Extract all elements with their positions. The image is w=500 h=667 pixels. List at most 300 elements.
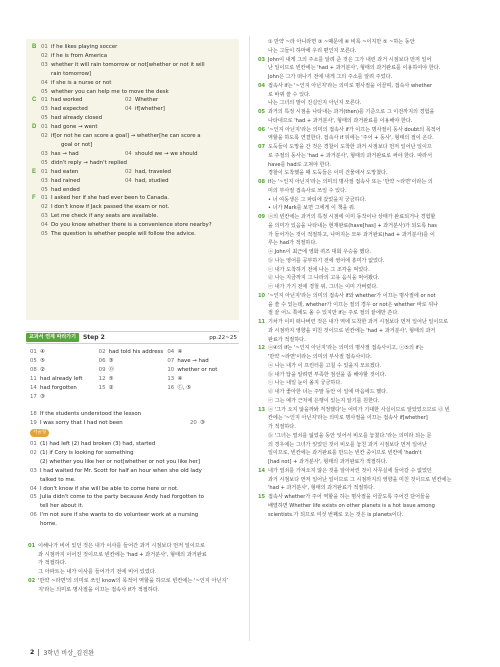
item-number: 12 xyxy=(258,345,266,352)
page-number: 2 xyxy=(30,649,35,656)
explanation-line xyxy=(258,257,480,266)
answer-text: had forgotten xyxy=(40,384,77,391)
answer-line xyxy=(32,114,235,123)
answer-line xyxy=(32,194,235,203)
item-number: 05 xyxy=(41,231,48,238)
step-tag: 교과서 연계 따라가기 xyxy=(26,333,79,342)
answer-text: had told his address xyxy=(108,349,164,355)
explanation-text: 나타내므로 'had + 과거분사', 형태의 과거완료를 이용해야 한다. xyxy=(268,117,413,124)
answer-line xyxy=(32,221,235,230)
explanation-line xyxy=(258,493,480,502)
answer-text: had expected xyxy=(51,106,88,113)
answer-text: I had waited for Mr. Scott for half an hour when she old lady xyxy=(40,467,202,474)
explanation-line xyxy=(258,353,480,362)
item-number: 01 xyxy=(30,441,37,447)
explanation-text: John은 그가 떠나기 전에 내게 그의 주소를 알려 주었다. xyxy=(268,74,393,80)
answer-text: had, traveled xyxy=(135,168,171,175)
explanation-text: ⓒ 나는 내일 눈이 올지 궁금하다. xyxy=(268,380,342,387)
answer-text: whether it will rain tomorrow or not[whether or not it will xyxy=(51,61,205,68)
explanation-line xyxy=(258,143,480,152)
answer-line xyxy=(30,449,238,458)
explanation-text: 도둑들이 도망을 간 것은 경찰이 도착한 과거 시점보다 먼저 일어난 일이므 xyxy=(268,144,432,150)
grid-answer xyxy=(99,393,168,402)
answer-text: if[or not he can score a goal] → whether[he can score a xyxy=(51,133,201,140)
item-number: 02 xyxy=(30,449,37,456)
answer-text: Let me check if any seats are available. xyxy=(51,213,159,220)
item-number: 04 xyxy=(258,82,266,89)
answer-line xyxy=(30,458,238,467)
explanation-text: 절 끝 어느 쪽에도 올 수 있지만 if는 주로 절의 끝에만 쓴다. xyxy=(268,310,399,317)
explanation-line xyxy=(258,423,480,432)
explanation-text: 이해나가 비어 있던 것은 내가 이사를 들어간 과거 시점보다 먼저 일이므로 xyxy=(38,543,205,549)
explanation-text: if는 '~인지 아닌지'라는 의미의 명사절 접속사 또는 '만약 ~라면'이라는 의 xyxy=(268,179,433,185)
section-letter: E xyxy=(32,168,37,175)
explanation-text: 역할을 하도록 연결한다. 접속사 if 뒤에는 '주어 + 동사', 형태의 절이 온다. xyxy=(268,135,434,142)
item-number: 05 xyxy=(41,115,48,122)
answer-text: I'm not sure if she wants to do volunteer work at a nursing xyxy=(40,512,199,519)
answer-text: ② xyxy=(108,384,114,391)
item-number xyxy=(167,393,177,402)
explanation-text: have를 had로 고쳐야 한다. xyxy=(268,161,332,168)
item-number: 14 xyxy=(258,467,266,474)
explanation-line xyxy=(258,213,480,222)
answer-text: have → had xyxy=(177,357,209,364)
explanation-line xyxy=(258,117,480,126)
section-letter xyxy=(32,132,41,141)
explanation-line xyxy=(258,187,480,196)
answer-text: home. xyxy=(40,521,57,528)
explanation-line xyxy=(258,371,480,380)
answer-line xyxy=(30,410,238,419)
grid-answer xyxy=(167,348,236,357)
section-letter xyxy=(32,212,41,221)
explanation-line xyxy=(258,362,480,371)
item-number: 11 xyxy=(30,375,37,382)
explanation-line xyxy=(258,178,480,187)
explanation-text: 경찰이 도착했을 때 도둑들은 이미 건물에서 도망쳤다. xyxy=(268,170,388,177)
explanation-line xyxy=(258,73,480,82)
answer-line xyxy=(32,150,235,159)
answer-text: whether you can help me to move the desk xyxy=(51,88,169,95)
explanation-line xyxy=(28,559,240,568)
explanation-line xyxy=(258,414,480,423)
item-number: 01 xyxy=(41,97,48,104)
explanation-line xyxy=(258,196,480,205)
explanation-text: 루는 had가 적절하다. xyxy=(268,240,317,247)
book-title: 3학년 비상_김진완 xyxy=(43,650,95,657)
explanation-line xyxy=(258,204,480,213)
item-number: 05 xyxy=(30,494,37,501)
explanation-text: ⓑ 내가 답을 알려면 부족한 점선을 좀 해야할 것이다. xyxy=(268,371,387,378)
explanation-line xyxy=(28,577,240,586)
explanation-right xyxy=(258,38,480,519)
answer-line xyxy=(32,186,235,195)
item-number: 01 xyxy=(28,543,36,549)
explanation-text: 난 일이므로 빈칸에는 'had + 과거분사', 형태의 과거완료를 이용하여야 한다. xyxy=(268,65,441,72)
section-letter xyxy=(32,52,41,61)
answer-text: if she is a nurse or not xyxy=(51,79,112,86)
answer-text: had rained xyxy=(51,177,81,184)
answer-line xyxy=(30,511,238,520)
explanation-line xyxy=(258,152,480,161)
explanation-line xyxy=(258,231,480,240)
item-number: 16 xyxy=(167,384,175,391)
grid-answer xyxy=(30,366,99,375)
answer-text: ⑤ xyxy=(108,375,114,382)
explanation-line xyxy=(258,82,480,91)
explanation-line xyxy=(258,406,480,415)
answer-line xyxy=(32,70,235,79)
item-number: 04 xyxy=(125,177,132,184)
answer-text: The question is whether people will follow the advice. xyxy=(51,231,196,238)
section-letter: B xyxy=(32,44,37,50)
grid-answer xyxy=(30,375,99,384)
explanation-line xyxy=(258,397,480,406)
item-number: 13 xyxy=(258,406,266,413)
explanation-line xyxy=(28,542,240,551)
answer-text: should we → we should xyxy=(135,150,198,157)
section-letter xyxy=(32,88,41,97)
section-letter xyxy=(32,177,41,186)
explanation-line xyxy=(258,484,480,493)
explanation-text: 을 쓸 수 있는데, whether가 이끄는 절의 경우 or not은 whether 바로 뒤나 xyxy=(268,301,439,308)
item-number: 03 xyxy=(41,150,48,157)
item-number: 15 xyxy=(98,384,106,391)
explanation-text: ⓑ '그녀는 열쇠를 잃었을 동안 잊어서 비오를 놓쳤다.'라는 의미라 되는 문 xyxy=(268,432,432,439)
answer-text: if[whether] xyxy=(135,106,165,113)
answer-text: didn't reply → hadn't replied xyxy=(51,159,127,166)
item-number xyxy=(99,393,109,402)
answer-text: (2) whether you like her or not[whether or not you like her] xyxy=(40,458,200,465)
answer-line xyxy=(32,141,235,150)
explanation-text: 을 의미가 있음을 나타내는 현재완료(have[has] + 과거분사)가 되도록 has xyxy=(268,222,437,229)
answer-text: ③ xyxy=(40,393,45,400)
grid-answer xyxy=(99,375,168,384)
item-number: 03 xyxy=(30,467,37,474)
explanation-line xyxy=(258,511,480,520)
explanation-line xyxy=(258,248,480,257)
section-letter: D xyxy=(32,124,37,131)
explanation-text: '~인지 아닌지'라는 의미의 접속사 if와 whether가 이끄는 명사절에 or not xyxy=(268,292,436,299)
answer-text: had already closed xyxy=(51,115,103,122)
item-number: 02 xyxy=(41,52,48,59)
section-letter: C xyxy=(32,97,37,104)
answer-line xyxy=(32,123,235,132)
explanation-line xyxy=(258,292,480,301)
answer-text: goal or not] xyxy=(61,141,93,148)
item-number: 11 xyxy=(258,319,266,325)
grid-answer xyxy=(99,348,168,357)
answer-text: had gone → went xyxy=(51,124,98,131)
answer-text: had, studied xyxy=(135,177,169,184)
explanation-line xyxy=(258,47,480,56)
explanation-text: 'had + 과거분사', 형태의 과거완료가 적절하다. xyxy=(268,485,375,492)
explanation-text: '만약 ~라면'이라는 의미의 부사절 접속사이다. xyxy=(268,354,372,360)
full-answer-lines xyxy=(30,410,238,428)
item-number: 17 xyxy=(30,393,37,400)
answer-line xyxy=(32,177,235,186)
item-number: 03 xyxy=(41,61,48,68)
item-number: 05 xyxy=(41,186,48,193)
explanation-text: 그 아파트는 내가 이사를 들어가기 전에 비어 있었다. xyxy=(38,569,157,576)
explanation-line xyxy=(258,449,480,458)
explanation-line xyxy=(258,239,480,248)
explanation-line xyxy=(258,161,480,170)
item-number: 05 xyxy=(258,109,266,115)
answer-text: had ended xyxy=(51,186,80,193)
explanation-line xyxy=(258,301,480,310)
explanation-line xyxy=(258,91,480,100)
answer-text: has → had xyxy=(51,150,79,157)
section-letter xyxy=(32,79,41,88)
answer-text: tell her about it. xyxy=(40,503,84,510)
item-number: 14 xyxy=(30,384,37,391)
explanation-line xyxy=(258,441,480,450)
explanation-text: ⓔ 그는 예가 근처에 은행이 있는지 알기를 원한다. xyxy=(268,397,380,404)
item-number: 04 xyxy=(41,79,48,86)
answer-text: whether or not xyxy=(177,366,218,373)
section-letter xyxy=(32,159,41,168)
answer-text: Whether xyxy=(135,97,159,104)
item-number: 13 xyxy=(167,375,175,382)
explanation-text: ⓓ 나는 지금까지 그 나라의 고유 음식을 먹어봤다. xyxy=(268,275,380,282)
grid-answer xyxy=(30,357,99,366)
explanation-text: ⓐ④의 if는 '~인지 아닌지'라는 의미의 명사절 접속사이고, ⓒ⑤의 if는 xyxy=(268,345,424,352)
answer-line xyxy=(30,485,238,494)
explanation-text: • 너가 Mark를 보면 그에게 이 책을 줘. xyxy=(268,205,356,212)
explanation-text: 가 들어가는 것이 적절하고, 나머지는 모두 과거완료(had + 과거분사)를 이 xyxy=(268,231,435,238)
answer-text: ② xyxy=(40,366,45,373)
explanation-line xyxy=(258,266,480,275)
explanation-text: 로 주절의 동사는 'had + 과거분사', 형태의 과거완료로 써야 한다. 따라서 xyxy=(268,152,433,159)
answer-line xyxy=(32,79,235,88)
item-number: 05 xyxy=(30,357,37,364)
answer-line xyxy=(30,520,238,529)
explanation-text: '만약 ~라면'의 의미로 쓰인 know의 목적어 역할을 하므로 빈칸에는 '~인지 아닌지' xyxy=(38,577,228,584)
answer-line xyxy=(32,43,235,52)
answer-line xyxy=(30,440,238,449)
item-number: 03 xyxy=(41,106,48,113)
explanation-text: 과 시점까지 이어진 것이므로 빈칸에는 'had + 과거분사', 형태의 과거완료 xyxy=(38,551,207,558)
explanation-text: '~인지 아닌지'라는 의미의 접속사 if가 이끄는 명사절이 동사 doubt의 목적어 xyxy=(268,126,441,133)
item-number: 05 xyxy=(41,159,48,166)
explanation-text: ⓑ 나는 영어를 공부하기 전에 영어에 흥미가 없었다. xyxy=(268,257,385,264)
explanation-line xyxy=(258,108,480,117)
answer-text: had worked xyxy=(51,97,83,104)
explanation-line xyxy=(258,502,480,511)
section-letter xyxy=(32,61,41,70)
explanation-text: 배열하면 Whether life exists on other planets is a hot issue among xyxy=(268,502,435,509)
item-number: 09 xyxy=(98,366,106,373)
section-letter xyxy=(32,114,41,123)
grid-answer xyxy=(30,393,99,402)
explanation-text: 내가 열쇠를 가져오지 않은 것을 알아차린 것이 사무실에 들어갈 수 없었던 xyxy=(268,467,432,474)
grid-answer xyxy=(99,357,168,366)
item-number: 02 xyxy=(125,168,132,175)
answer-text: if he likes playing soccer xyxy=(51,44,118,50)
item-number: 06 xyxy=(258,126,266,133)
grid-answer xyxy=(167,357,236,366)
answer-line xyxy=(32,52,235,61)
explanation-text: 의 경우에는 그녀가 잊었던 것이 비오를 놓친 과거 시점보다 먼저 일어난 xyxy=(268,441,427,448)
explanation-text: scientists.가 되므로 여섯 번째로 오는 것은 is planets이다. xyxy=(268,511,404,518)
item-number: 02 xyxy=(98,349,106,355)
answer-line xyxy=(32,168,235,177)
section-letter xyxy=(32,221,41,230)
item-number: 04 xyxy=(125,150,132,157)
explanation-line xyxy=(258,318,480,327)
subjective-answers xyxy=(30,440,238,529)
explanation-text: 지'라는 의미로 명사절을 이끄는 접속사 if가 적절하다. xyxy=(38,586,160,593)
answer-text: had eaten xyxy=(51,168,79,175)
answer-line xyxy=(32,132,235,141)
explanation-text: • 너 여동생은 그 파티에 갔었을지 궁금하다. xyxy=(268,196,366,203)
item-number: 02 xyxy=(125,97,132,104)
item-number: 01 xyxy=(41,195,48,202)
item-number: 01 xyxy=(41,44,48,50)
explanation-line xyxy=(258,309,480,318)
explanation-line xyxy=(258,379,480,388)
answer-line xyxy=(32,61,235,70)
explanation-text: ① 만약 ~라 아니라면 ③ ~때문에 ④ 비록 ~이지만 ⑤ ~하는 동안 xyxy=(268,39,415,45)
section-letter xyxy=(32,105,41,114)
item-number: 10 xyxy=(167,366,175,373)
explanation-line xyxy=(258,327,480,336)
answer-line xyxy=(32,230,235,239)
footer-separator xyxy=(38,649,39,656)
answer-text: (1) had left (2) had broken (3) had, started xyxy=(40,441,156,447)
explanation-line xyxy=(28,568,240,577)
answer-text: If the students understood the lesson xyxy=(40,411,142,417)
step-label: Step 2 xyxy=(82,334,105,341)
item-number: 07 xyxy=(258,144,266,150)
explanation-text: 과 시점까지 영향을 미친 것이므로 빈칸에는 'had + 과거분사', 형태의 과거 xyxy=(268,327,436,334)
item-number: 20 xyxy=(190,419,197,426)
explanation-line xyxy=(28,586,240,595)
answer-text: I don't know if she will be able to come here or not. xyxy=(40,485,179,492)
footer xyxy=(30,648,94,657)
explanation-line xyxy=(258,56,480,65)
explanation-text: ⓒ 내가 도착하기 전에 나는 그 조각을 먹었다. xyxy=(268,266,370,273)
answer-text: rain tomorrow] xyxy=(51,70,92,77)
item-number: 01 xyxy=(30,349,37,355)
item-number: 03 xyxy=(258,56,266,63)
explanation-text: 칸에는 '~인지 아닌지'라는 의미로 명사절을 이끄는 접속사 if[whether] xyxy=(268,415,428,422)
answer-text: Julia didn't come to the party because Andy had forgotten to xyxy=(40,494,204,501)
explanation-line xyxy=(258,432,480,441)
explanation-text: 가 적절하다. xyxy=(268,424,296,430)
explanation-line xyxy=(258,283,480,292)
item-number: 02 xyxy=(28,577,36,584)
answer-text: I was sorry that I had not been xyxy=(40,419,123,426)
explanation-line xyxy=(258,458,480,467)
explanation-line xyxy=(258,169,480,178)
answer-line xyxy=(30,502,238,511)
item-number: 19 xyxy=(30,419,37,426)
explanation-line xyxy=(258,344,480,353)
grid-answer xyxy=(30,384,99,393)
grid-answer xyxy=(167,366,236,375)
answer-text: if he is from America xyxy=(51,52,108,59)
item-number: 08 xyxy=(30,366,37,373)
explanation-text: ⓐ John이 최근에 영화 퀴즈 대회 우승을 했다. xyxy=(268,249,371,255)
answer-line xyxy=(30,419,238,428)
answer-line xyxy=(32,105,235,114)
item-number: 02 xyxy=(41,133,48,140)
answer-grid xyxy=(30,348,236,401)
item-number: 04 xyxy=(125,106,132,113)
explanation-line xyxy=(258,64,480,73)
item-number: 01 xyxy=(41,124,48,131)
answer-text: I don't know if Jack passed the exam or not. xyxy=(51,204,170,211)
explanation-line xyxy=(258,467,480,476)
explanation-text: 과거 시점보다 먼저 일어난 일이므로 그 시점까지의 영향을 미친 것이므로 빈칸에는 xyxy=(268,476,452,483)
answer-text: Do you know whether there is a convenience store nearby? xyxy=(51,222,212,229)
explanation-text: 나는 그녀의 말이 진실인지 아닌지 모른다. xyxy=(268,100,362,107)
item-number: 07 xyxy=(167,357,175,364)
item-number: 02 xyxy=(41,204,48,211)
explanation-line xyxy=(258,134,480,143)
item-number: 04 xyxy=(30,485,37,492)
item-number: 03 xyxy=(41,213,48,220)
answer-text: I asked her if she had ever been to Canada. xyxy=(51,195,169,202)
explanation-text: [had not] + 과거분사', 형태의 과거완료가 적절하다. xyxy=(268,459,388,465)
answer-text: ③ xyxy=(200,419,205,426)
step-header xyxy=(26,331,239,344)
answer-line xyxy=(30,467,238,476)
explanation-text: 완료가 적절하다. xyxy=(268,336,306,343)
item-number: 12 xyxy=(98,375,106,382)
answer-line xyxy=(32,159,235,168)
explanation-text: 일이므로, 빈칸에는 과거완료를 만드는 빈칸 중이므로 빈칸에 'hadn't xyxy=(268,450,422,457)
answer-text: ⑤ xyxy=(40,357,45,364)
explanation-text: ⓐ 나는 내가 이 프린터를 고칠 수 있을지 모르겠다. xyxy=(268,362,382,369)
explanation-line xyxy=(258,99,480,108)
explanation-text: 로 바꿔 쓸 수 있다. xyxy=(268,91,311,98)
answer-text: ④ xyxy=(40,349,45,355)
explanation-text: 가 적절하다. xyxy=(38,560,67,567)
answer-text: talked to me. xyxy=(40,476,76,483)
explanation-line xyxy=(258,274,480,283)
item-number: 08 xyxy=(258,179,266,185)
explanation-text: ⓓ 내가 좋아한 너는 주말 동안 이 일에 마음에드 했다. xyxy=(268,389,388,395)
item-number: 10 xyxy=(258,292,266,299)
grid-answer xyxy=(30,348,99,357)
explanation-text: ⓔ 내가 가기 전에 경철 위, 그녀는 이미 가버렸다. xyxy=(268,284,378,290)
subjective-badge: 서술형 xyxy=(30,429,49,437)
explanation-line xyxy=(258,388,480,397)
explanation-line xyxy=(258,222,480,231)
explanation-line xyxy=(258,126,480,135)
item-number: 04 xyxy=(167,349,175,355)
answer-line xyxy=(30,493,238,502)
explanation-text: 과거의 특정 시점을 나타내는 과거(then)를 기준으로 그 이전까지의 경험을 xyxy=(268,109,435,115)
answer-text: Ⓒ, ⑤ xyxy=(177,384,191,391)
answer-text: ④ xyxy=(177,375,183,382)
explanation-text: 접속사 whether가 주어 역할을 하는 명사절을 이끌도록 주어진 단어들을 xyxy=(268,494,430,500)
step-pages: pp.22~25 xyxy=(209,334,237,341)
answer-text: ③ xyxy=(108,357,114,364)
item-number: 18 xyxy=(30,411,37,417)
grid-answer xyxy=(167,393,236,402)
explanation-text: 접속사 if는 '~인지 아닌지'라는 의미로 명사절을 이끌며, 접속사 whether xyxy=(268,82,432,89)
explanation-line xyxy=(258,476,480,485)
section-letter xyxy=(32,186,41,195)
section-letter xyxy=(32,203,41,212)
answer-line xyxy=(32,212,235,221)
section-letter xyxy=(32,230,41,239)
explanation-text: John이 내게 그의 주소를 알려 준 것은 그가 내린 과거 시점보다 먼저 일어 xyxy=(268,56,432,63)
